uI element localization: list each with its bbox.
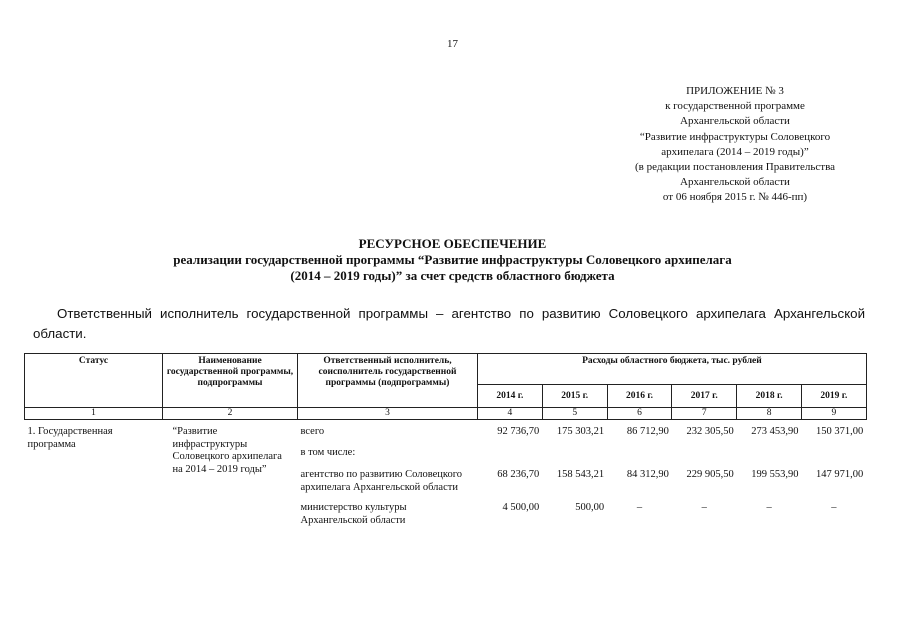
row-value: 147 971,00	[816, 469, 864, 480]
row-value: 232 305,50	[686, 426, 734, 437]
header-year: 2019 г.	[801, 385, 866, 408]
header-status: Статус	[25, 354, 163, 408]
column-number: 5	[542, 408, 607, 420]
document-title	[0, 236, 905, 284]
row-value: 150 371,00	[816, 426, 864, 437]
appendix-header	[560, 84, 905, 206]
title-line-1: РЕСУРСНОЕ ОБЕСПЕЧЕНИЕ	[358, 236, 547, 251]
row-executor: агентство по развитию Соловецкого архипелага Архангельской области	[300, 469, 463, 493]
row-value	[542, 447, 607, 470]
row-value: 500,00	[575, 502, 605, 513]
table-row	[25, 426, 867, 447]
row-executor: министерство культуры Архангельской области	[300, 502, 407, 526]
appendix-line: к государственной программе	[665, 100, 805, 113]
column-number-row	[25, 408, 867, 420]
appendix-line: ПРИЛОЖЕНИЕ № 3	[686, 85, 784, 97]
column-number: 7	[672, 408, 737, 420]
row-value: 158 543,21	[556, 469, 605, 480]
header-year: 2015 г.	[542, 385, 607, 408]
row-value: –	[831, 502, 837, 513]
column-number: 6	[607, 408, 672, 420]
appendix-line: (в редакции постановления Правительства	[634, 161, 836, 174]
header-expenses: Расходы областного бюджета, тыс. рублей	[478, 354, 867, 385]
row-value: 175 303,21	[556, 426, 605, 437]
appendix-line: от 06 ноября 2015 г. № 446-пп)	[662, 191, 808, 204]
column-number: 4	[478, 408, 543, 420]
column-number: 2	[163, 408, 298, 420]
header-year: 2014 г.	[478, 385, 543, 408]
row-value	[801, 447, 866, 470]
appendix-line: Архангельской области	[680, 115, 790, 128]
row-value	[672, 447, 737, 470]
column-number: 9	[801, 408, 866, 420]
title-line-2: реализации государственной программы “Развитие инфраструктуры Соловецкого архипелага	[173, 252, 732, 267]
row-executor: в том числе:	[300, 446, 356, 458]
row-value: 86 712,90	[626, 426, 669, 437]
appendix-line: архипелага (2014 – 2019 годы)”	[661, 145, 809, 158]
header-year: 2017 г.	[672, 385, 737, 408]
row-status: 1. Государственная программа	[27, 426, 113, 450]
resource-table	[24, 353, 867, 527]
row-value: 199 553,90	[751, 469, 799, 480]
title-line-3: (2014 – 2019 годы)” за счет средств областного бюджета	[290, 268, 615, 283]
header-year: 2016 г.	[607, 385, 672, 408]
row-program-name: “Развитие инфраструктуры Соловецкого архипелага на 2014 – 2019 годы”	[172, 426, 282, 475]
page-number: 17	[447, 38, 458, 50]
row-value: –	[701, 502, 707, 513]
header-executor: Ответственный исполнитель, соисполнитель государственной программы (подпрограммы)	[298, 354, 478, 408]
row-value: 92 736,70	[497, 426, 540, 437]
column-number: 3	[298, 408, 478, 420]
header-year: 2018 г.	[737, 385, 802, 408]
responsible-executor-text: Ответственный исполнитель государственной программы – агентство по развитию Соловецкого архипелага Архангельской области.	[33, 306, 865, 341]
row-value	[737, 447, 802, 470]
column-number: 1	[25, 408, 163, 420]
row-value: 68 236,70	[497, 469, 540, 480]
appendix-line: Архангельской области	[680, 176, 790, 189]
row-value	[478, 447, 543, 470]
row-executor: всего	[300, 426, 325, 437]
row-value	[607, 447, 672, 470]
header-row	[25, 354, 867, 385]
row-value: 4 500,00	[502, 502, 540, 513]
row-value: 84 312,90	[626, 469, 669, 480]
row-value: 273 453,90	[751, 426, 799, 437]
row-value: –	[766, 502, 772, 513]
row-value: –	[636, 502, 643, 513]
appendix-line: “Развитие инфраструктуры Соловецкого	[639, 130, 831, 143]
header-program-name: Наименование государственной программы, подпрограммы	[163, 354, 298, 408]
column-number: 8	[737, 408, 802, 420]
row-value: 229 905,50	[686, 469, 734, 480]
